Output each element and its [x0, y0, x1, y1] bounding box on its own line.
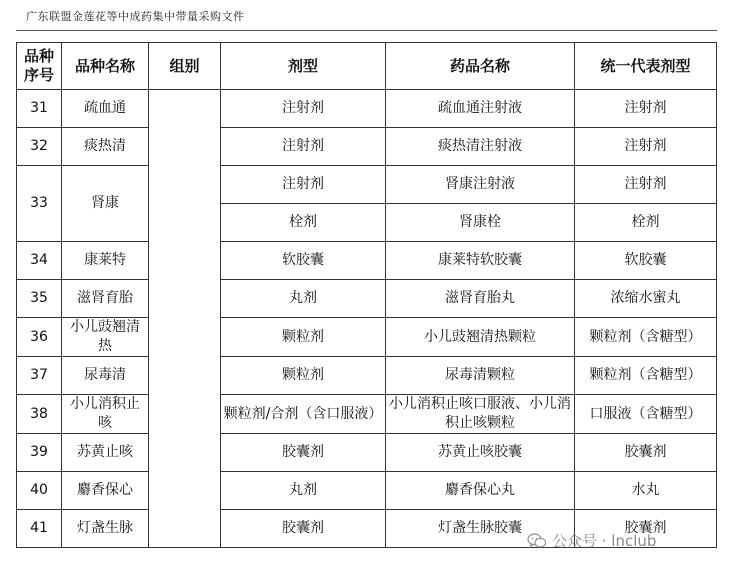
- cell-unified: 颗粒剂（含糖型）: [575, 318, 717, 357]
- cell-form: 注射剂: [221, 166, 386, 204]
- cell-seq: 32: [17, 128, 62, 166]
- cell-form: 胶囊剂: [221, 434, 386, 472]
- cell-unified: 胶囊剂: [575, 510, 717, 548]
- table-row: [17, 242, 717, 280]
- cell-drug: 麝香保心丸: [386, 472, 575, 510]
- cell-drug: 滋肾育胎丸: [386, 280, 575, 318]
- cell-form: 颗粒剂: [221, 318, 386, 357]
- cell-unified: 水丸: [575, 472, 717, 510]
- col-header-drug: 药品名称: [386, 43, 575, 90]
- cell-seq: 34: [17, 242, 62, 280]
- cell-drug: 康莱特软胶囊: [386, 242, 575, 280]
- table-row: [17, 280, 717, 318]
- cell-variety: 滋肾育胎: [62, 280, 149, 318]
- cell-unified: 胶囊剂: [575, 434, 717, 472]
- table-header-row: [17, 43, 717, 90]
- cell-variety: 痰热清: [62, 128, 149, 166]
- cell-variety: 苏黄止咳: [62, 434, 149, 472]
- table-row: [17, 90, 717, 128]
- col-header-seq: 品种 序号: [17, 43, 62, 90]
- table-row: [17, 318, 717, 357]
- cell-drug: 小儿豉翘清热颗粒: [386, 318, 575, 357]
- cell-variety: 灯盏生脉: [62, 510, 149, 548]
- cell-seq: 38: [17, 395, 62, 434]
- table-row: [17, 128, 717, 166]
- cell-form: 注射剂: [221, 128, 386, 166]
- wechat-icon: [527, 532, 547, 550]
- header-divider: [16, 30, 717, 31]
- col-header-unified: 统一代表剂型: [575, 43, 717, 90]
- cell-variety: 尿毒清: [62, 357, 149, 395]
- cell-seq: 40: [17, 472, 62, 510]
- cell-variety: 小儿豉翘清热: [62, 318, 149, 357]
- cell-variety: 麝香保心: [62, 472, 149, 510]
- cell-variety: 小儿消积止咳: [62, 395, 149, 434]
- cell-drug: 尿毒清颗粒: [386, 357, 575, 395]
- cell-seq: 31: [17, 90, 62, 128]
- cell-unified: 口服液（含糖型）: [575, 395, 717, 434]
- cell-drug: 灯盏生脉胶囊: [386, 510, 575, 548]
- watermark-text: 公众号 · lnclub: [552, 532, 657, 550]
- cell-seq: 39: [17, 434, 62, 472]
- cell-unified: 注射剂: [575, 90, 717, 128]
- cell-variety: 疏血通: [62, 90, 149, 128]
- cell-drug: 肾康栓: [386, 204, 575, 242]
- cell-form: 丸剂: [221, 472, 386, 510]
- cell-seq: 41: [17, 510, 62, 548]
- cell-seq: 37: [17, 357, 62, 395]
- cell-seq: 33: [17, 166, 62, 242]
- cell-unified: 注射剂: [575, 166, 717, 204]
- table-row: [17, 472, 717, 510]
- cell-unified: 颗粒剂（含糖型）: [575, 357, 717, 395]
- watermark: [527, 530, 656, 551]
- cell-form: 颗粒剂/合剂（含口服液）: [221, 395, 386, 434]
- cell-variety: 肾康: [62, 166, 149, 242]
- cell-seq: 36: [17, 318, 62, 357]
- cell-drug: 疏血通注射液: [386, 90, 575, 128]
- cell-group: [149, 90, 221, 548]
- table-row: [17, 166, 717, 204]
- cell-unified: 栓剂: [575, 204, 717, 242]
- table-row: [17, 434, 717, 472]
- cell-unified: 浓缩水蜜丸: [575, 280, 717, 318]
- cell-variety: 康莱特: [62, 242, 149, 280]
- cell-seq: 35: [17, 280, 62, 318]
- cell-form: 栓剂: [221, 204, 386, 242]
- cell-form: 胶囊剂: [221, 510, 386, 548]
- cell-form: 颗粒剂: [221, 357, 386, 395]
- cell-drug: 小儿消积止咳口服液、小儿消积止咳颗粒: [386, 395, 575, 434]
- cell-drug: 苏黄止咳胶囊: [386, 434, 575, 472]
- table-row: [17, 357, 717, 395]
- cell-form: 丸剂: [221, 280, 386, 318]
- col-header-group: 组别: [149, 43, 221, 90]
- cell-drug: 肾康注射液: [386, 166, 575, 204]
- table-row: [17, 395, 717, 434]
- procurement-table: [16, 42, 717, 548]
- cell-unified: 注射剂: [575, 128, 717, 166]
- cell-form: 注射剂: [221, 90, 386, 128]
- cell-drug: 痰热清注射液: [386, 128, 575, 166]
- document-header-title: 广东联盟金莲花等中成药集中带量采购文件: [26, 10, 245, 23]
- col-header-variety: 品种名称: [62, 43, 149, 90]
- col-header-form: 剂型: [221, 43, 386, 90]
- cell-form: 软胶囊: [221, 242, 386, 280]
- cell-unified: 软胶囊: [575, 242, 717, 280]
